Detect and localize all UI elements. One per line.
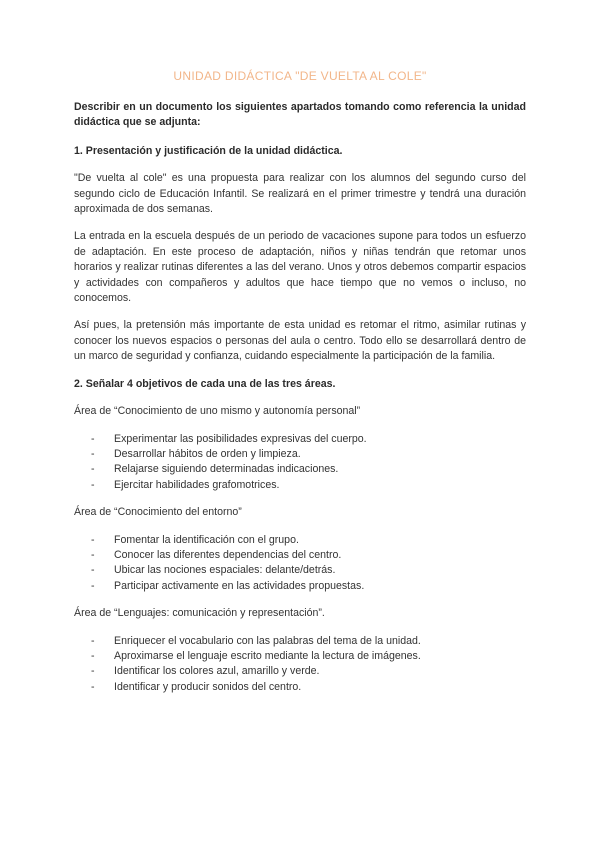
bullet-dash: - [91,680,95,693]
list-item-text: Desarrollar hábitos de orden y limpieza. [114,447,301,460]
section-1-paragraph: "De vuelta al cole" es una propuesta para realizar con los alumnos del segundo curso del segundo ciclo de Educación Infantil. Se realizará en el primer trimestre y tendrá una duración aproximada de dos semanas. [74,172,526,216]
document-title: UNIDAD DIDÁCTICA "DE VUELTA AL COLE" [173,69,427,83]
list-item-text: Conocer las diferentes dependencias del centro. [114,548,342,561]
section-1-paragraph: La entrada en la escuela después de un periodo de vacaciones supone para todos un esfuerzo de adaptación. En este proceso de adaptación, niños y niñas tendrán que retomar unos horarios y realizar rutinas diferentes a las del verano. Unos y otros debemos compartir espacios y actividades con compañeros y adultos que hace tiempo que no vemos o incluso, no conocemos. [74,230,526,305]
list-item [91,579,526,594]
list-item [91,664,526,679]
list-item-text: Ejercitar habilidades grafomotrices. [114,478,280,491]
list-item-text: Identificar los colores azul, amarillo y verde. [114,665,320,678]
objectives-list-environment [74,533,526,595]
intro-instructions: Describir en un documento los siguientes apartados tomando como referencia la unidad didáctica que se adjunta: [74,101,526,129]
area-title-languages: Área de “Lenguajes: comunicación y representación”. [74,607,325,620]
bullet-dash: - [91,564,95,577]
list-item [91,432,526,447]
bullet-dash: - [91,533,95,546]
list-item [91,533,526,548]
bullet-dash: - [91,634,95,647]
area-title-environment: Área de “Conocimiento del entorno” [74,506,242,519]
list-item-text: Aproximarse el lenguaje escrito mediante la lectura de imágenes. [114,649,421,662]
objectives-list-languages [74,634,526,696]
list-item-text: Participar activamente en las actividades propuestas. [114,579,365,592]
objectives-list-personal [74,432,526,494]
list-item [91,634,526,649]
list-item [91,563,526,578]
bullet-dash: - [91,463,95,476]
list-item [91,462,526,477]
list-item-text: Experimentar las posibilidades expresivas del cuerpo. [114,432,367,445]
list-item [91,447,526,462]
list-item-text: Fomentar la identificación con el grupo. [114,533,299,546]
list-item [91,478,526,493]
list-item-text: Relajarse siguiendo determinadas indicaciones. [114,463,339,476]
list-item [91,548,526,563]
list-item [91,649,526,664]
list-item-text: Identificar y producir sonidos del centro. [114,680,302,693]
bullet-dash: - [91,432,95,445]
area-title-personal: Área de “Conocimiento de uno mismo y autonomía personal” [74,405,361,418]
list-item [91,680,526,695]
list-item-text: Ubicar las nociones espaciales: delante/detrás. [114,564,336,577]
bullet-dash: - [91,548,95,561]
document-page [74,68,526,707]
bullet-dash: - [91,649,95,662]
section-1-heading: 1. Presentación y justificación de la unidad didáctica. [74,144,343,157]
list-item-text: Enriquecer el vocabulario con las palabras del tema de la unidad. [114,634,421,647]
bullet-dash: - [91,478,95,491]
bullet-dash: - [91,665,95,678]
bullet-dash: - [91,579,95,592]
section-1-paragraph: Así pues, la pretensión más importante de esta unidad es retomar el ritmo, asimilar rutinas y conocer los nuevos espacios o personas del aula o centro. Todo ello se desarrollará dentro de un marco de seguridad y confianza, cuidando especialmente la participación de la familia. [74,319,526,363]
bullet-dash: - [91,447,95,460]
section-2-heading: 2. Señalar 4 objetivos de cada una de las tres áreas. [74,377,336,390]
